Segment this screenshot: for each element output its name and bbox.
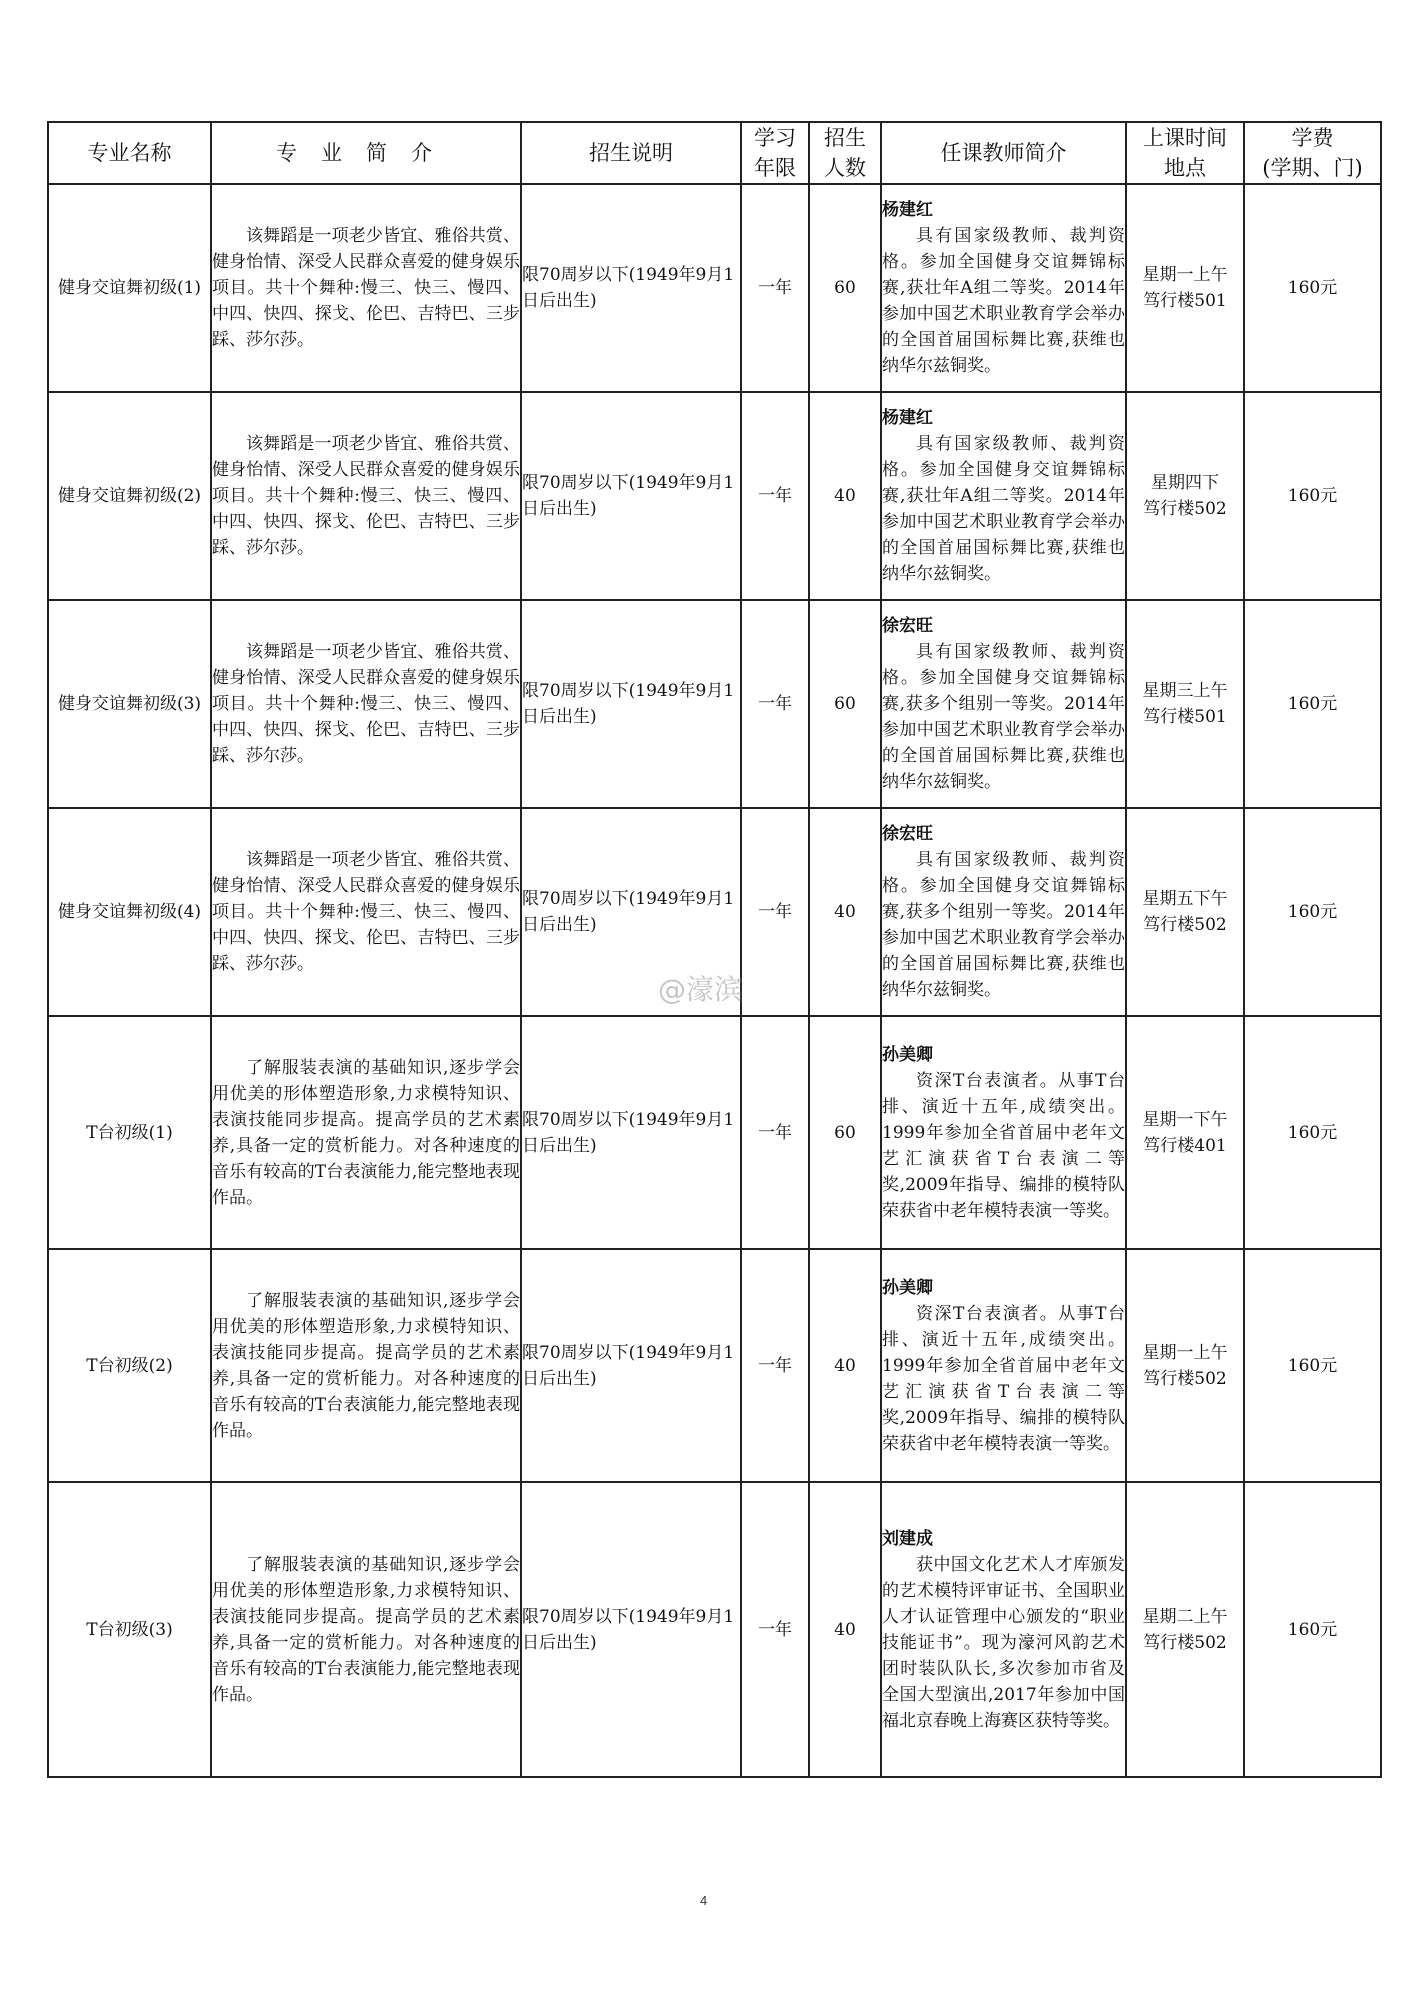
- course-intro: [211, 184, 521, 392]
- header-intro: 专业简介: [211, 122, 521, 184]
- table-row: [48, 1016, 1381, 1249]
- course-enrollment: 40: [809, 1482, 881, 1777]
- course-intro: [211, 1016, 521, 1249]
- teacher-bio: 具有国家级教师、裁判资格。参加全国健身交谊舞锦标赛,获壮年A组二等奖。2014年参加中国艺术职业教育学会举办的全国首届国标舞比赛,获维也纳华尔兹铜奖。: [882, 434, 1125, 584]
- course-teacher: [881, 1482, 1126, 1777]
- course-schedule: [1126, 808, 1244, 1016]
- course-intro-text: 该舞蹈是一项老少皆宜、雅俗共赏、健身怡情、深受人民群众喜爱的健身娱乐项目。共十个舞种:慢三、快三、慢四、中四、快四、探戈、伦巴、吉特巴、三步踩、莎尔莎。: [212, 850, 520, 974]
- table-row: [48, 600, 1381, 808]
- course-intro: [211, 1482, 521, 1777]
- course-duration: 一年: [741, 1016, 809, 1249]
- teacher-bio: 获中国文化艺术人才库颁发的艺术模特评审证书、全国职业人才认证管理中心颁发的“职业技能证书”。现为濠河风韵艺术团时装队队长,多次参加市省及全国大型演出,2017年参加中国福北京春晚上海赛区获特等奖。: [882, 1554, 1125, 1731]
- teacher-name: 刘建成: [882, 1528, 933, 1549]
- teacher-bio: 资深T台表演者。从事T台排、演近十五年,成绩突出。1999年参加全省首届中老年文艺汇演获省T台表演二等奖,2009年指导、编排的模特队荣获省中老年模特表演一等奖。: [882, 1070, 1125, 1221]
- course-fee: 160元: [1244, 1482, 1381, 1777]
- course-requirements: 限70周岁以下(1949年9月1日后出生): [521, 1249, 741, 1482]
- course-name: T台初级(2): [48, 1249, 211, 1482]
- course-name: 健身交谊舞初级(2): [48, 392, 211, 600]
- course-teacher: [881, 392, 1126, 600]
- course-requirements: 限70周岁以下(1949年9月1日后出生): [521, 392, 741, 600]
- course-enrollment: 60: [809, 1016, 881, 1249]
- course-duration: 一年: [741, 392, 809, 600]
- schedule-place: 笃行楼502: [1143, 1368, 1227, 1389]
- schedule-time: 星期一下午: [1142, 1109, 1228, 1130]
- course-name: 健身交谊舞初级(4): [48, 808, 211, 1016]
- course-fee: 160元: [1244, 600, 1381, 808]
- header-enrollment-line2: 人数: [824, 156, 866, 180]
- header-schedule-line2: 地点: [1164, 156, 1206, 180]
- course-schedule: [1126, 1482, 1244, 1777]
- header-schedule: [1126, 122, 1244, 184]
- schedule-time: 星期四下: [1151, 473, 1219, 493]
- teacher-bio: 具有国家级教师、裁判资格。参加全国健身交谊舞锦标赛,获壮年A组二等奖。2014年参加中国艺术职业教育学会举办的全国首届国标舞比赛,获维也纳华尔兹铜奖。: [882, 226, 1125, 376]
- schedule-time: 星期二上午: [1142, 1606, 1228, 1627]
- course-name: 健身交谊舞初级(3): [48, 600, 211, 808]
- schedule-time: 星期三上午: [1142, 681, 1228, 701]
- table-header-row: [48, 122, 1381, 184]
- course-intro-text: 了解服装表演的基础知识,逐步学会用优美的形体塑造形象,力求模特知识、表演技能同步提高。提高学员的艺术素养,具备一定的赏析能力。对各种速度的音乐有较高的T台表演能力,能完整地表现作品。: [212, 1290, 520, 1441]
- teacher-name: 孙美卿: [882, 1044, 933, 1065]
- watermark: @濠滨: [658, 973, 743, 1006]
- header-duration-line2: 年限: [754, 156, 796, 180]
- schedule-time: 星期一上午: [1142, 265, 1228, 285]
- course-intro-text: 该舞蹈是一项老少皆宜、雅俗共赏、健身怡情、深受人民群众喜爱的健身娱乐项目。共十个舞种:慢三、快三、慢四、中四、快四、探戈、伦巴、吉特巴、三步踩、莎尔莎。: [212, 226, 520, 350]
- schedule-place: 笃行楼401: [1143, 1135, 1227, 1156]
- course-enrollment: 60: [809, 600, 881, 808]
- course-schedule: [1126, 392, 1244, 600]
- course-name: T台初级(3): [48, 1482, 211, 1777]
- teacher-name: 杨建红: [882, 408, 933, 428]
- table-row: [48, 184, 1381, 392]
- course-enrollment: 40: [809, 1249, 881, 1482]
- schedule-place: 笃行楼502: [1143, 499, 1227, 519]
- course-duration: 一年: [741, 1482, 809, 1777]
- course-enrollment: 40: [809, 808, 881, 1016]
- header-requirements: 招生说明: [521, 122, 741, 184]
- course-requirements: 限70周岁以下(1949年9月1日后出生): [521, 600, 741, 808]
- header-fee-line1: 学费: [1291, 126, 1334, 150]
- schedule-place: 笃行楼501: [1143, 291, 1227, 311]
- schedule-time: 星期一上午: [1142, 1342, 1228, 1363]
- course-intro-text: 了解服装表演的基础知识,逐步学会用优美的形体塑造形象,力求模特知识、表演技能同步提高。提高学员的艺术素养,具备一定的赏析能力。对各种速度的音乐有较高的T台表演能力,能完整地表现作品。: [212, 1554, 520, 1705]
- course-duration: 一年: [741, 1249, 809, 1482]
- course-duration: 一年: [741, 184, 809, 392]
- course-intro-text: 该舞蹈是一项老少皆宜、雅俗共赏、健身怡情、深受人民群众喜爱的健身娱乐项目。共十个舞种:慢三、快三、慢四、中四、快四、探戈、伦巴、吉特巴、三步踩、莎尔莎。: [212, 642, 520, 766]
- table-row: [48, 392, 1381, 600]
- course-fee: 160元: [1244, 1016, 1381, 1249]
- course-requirements: 限70周岁以下(1949年9月1日后出生): [521, 1482, 741, 1777]
- teacher-name: 孙美卿: [882, 1277, 933, 1298]
- header-enrollment: [809, 122, 881, 184]
- course-requirements: 限70周岁以下(1949年9月1日后出生): [521, 808, 741, 1016]
- header-duration-line1: 学习: [754, 126, 796, 150]
- course-requirements: 限70周岁以下(1949年9月1日后出生): [521, 184, 741, 392]
- header-name: 专业名称: [48, 122, 211, 184]
- teacher-bio: 资深T台表演者。从事T台排、演近十五年,成绩突出。1999年参加全省首届中老年文艺汇演获省T台表演二等奖,2009年指导、编排的模特队荣获省中老年模特表演一等奖。: [882, 1303, 1125, 1454]
- schedule-place: 笃行楼501: [1143, 707, 1227, 727]
- schedule-time: 星期五下午: [1142, 889, 1228, 909]
- course-schedule: [1126, 1016, 1244, 1249]
- course-teacher: [881, 808, 1126, 1016]
- course-fee: 160元: [1244, 808, 1381, 1016]
- course-schedule: [1126, 184, 1244, 392]
- course-duration: 一年: [741, 808, 809, 1016]
- course-intro: [211, 808, 521, 1016]
- course-teacher: [881, 1016, 1126, 1249]
- course-teacher: [881, 600, 1126, 808]
- course-intro-text: 了解服装表演的基础知识,逐步学会用优美的形体塑造形象,力求模特知识、表演技能同步提高。提高学员的艺术素养,具备一定的赏析能力。对各种速度的音乐有较高的T台表演能力,能完整地表现作品。: [212, 1057, 520, 1208]
- course-teacher: [881, 1249, 1126, 1482]
- course-name: T台初级(1): [48, 1016, 211, 1249]
- table-row: [48, 1482, 1381, 1777]
- course-duration: 一年: [741, 600, 809, 808]
- course-intro: [211, 392, 521, 600]
- course-requirements: 限70周岁以下(1949年9月1日后出生): [521, 1016, 741, 1249]
- course-intro-text: 该舞蹈是一项老少皆宜、雅俗共赏、健身怡情、深受人民群众喜爱的健身娱乐项目。共十个舞种:慢三、快三、慢四、中四、快四、探戈、伦巴、吉特巴、三步踩、莎尔莎。: [212, 434, 520, 558]
- course-name: 健身交谊舞初级(1): [48, 184, 211, 392]
- course-enrollment: 60: [809, 184, 881, 392]
- teacher-name: 徐宏旺: [882, 616, 933, 636]
- header-schedule-line1: 上课时间: [1143, 126, 1227, 150]
- course-intro: [211, 600, 521, 808]
- page-number: 4: [700, 1893, 708, 1908]
- table-row: [48, 1249, 1381, 1482]
- course-fee: 160元: [1244, 392, 1381, 600]
- teacher-name: 杨建红: [882, 200, 933, 220]
- course-fee: 160元: [1244, 184, 1381, 392]
- course-intro: [211, 1249, 521, 1482]
- teacher-bio: 具有国家级教师、裁判资格。参加全国健身交谊舞锦标赛,获多个组别一等奖。2014年参加中国艺术职业教育学会举办的全国首届国标舞比赛,获维也纳华尔兹铜奖。: [882, 850, 1125, 1000]
- teacher-name: 徐宏旺: [882, 824, 933, 844]
- schedule-place: 笃行楼502: [1143, 1632, 1227, 1653]
- teacher-bio: 具有国家级教师、裁判资格。参加全国健身交谊舞锦标赛,获多个组别一等奖。2014年参加中国艺术职业教育学会举办的全国首届国标舞比赛,获维也纳华尔兹铜奖。: [882, 642, 1125, 792]
- course-fee: 160元: [1244, 1249, 1381, 1482]
- course-schedule: [1126, 600, 1244, 808]
- course-teacher: [881, 184, 1126, 392]
- header-duration: [741, 122, 809, 184]
- course-schedule: [1126, 1249, 1244, 1482]
- header-fee-line2: (学期、门): [1262, 156, 1363, 180]
- schedule-place: 笃行楼502: [1143, 915, 1227, 935]
- course-enrollment: 40: [809, 392, 881, 600]
- header-enrollment-line1: 招生: [824, 126, 866, 150]
- header-teacher: 任课教师简介: [881, 122, 1126, 184]
- header-fee: [1244, 122, 1381, 184]
- course-table: [47, 121, 1382, 1778]
